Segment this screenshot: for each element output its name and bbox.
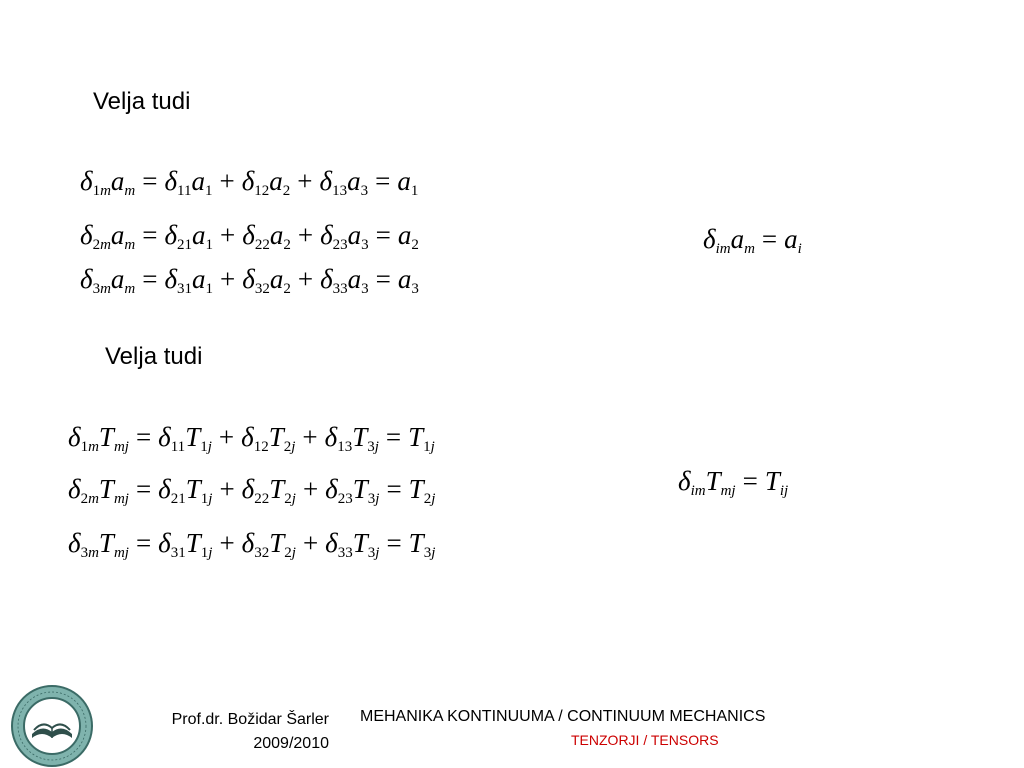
- university-seal-icon: [10, 684, 94, 768]
- course-title: MEHANIKA KONTINUUMA / CONTINUUM MECHANICS: [360, 708, 766, 725]
- equation-delta-t-compact: $\delta_{im}T_{mj} = T_{ij}$: [678, 466, 789, 499]
- equation-delta-a-row-2: $\delta_{2m}a_m = \delta_{21}a_1 + \delta_{22}a_2 + \delta_{23}a_3 = a_2$: [80, 220, 419, 253]
- footer-author-block: [100, 708, 329, 756]
- author-name: Prof.dr. Božidar Šarler: [171, 711, 329, 728]
- lecture-subtitle: TENZORJI / TENSORS: [571, 732, 719, 748]
- equation-delta-a-row-3: $\delta_{3m}a_m = \delta_{31}a_1 + \delta_{32}a_2 + \delta_{33}a_3 = a_3$: [80, 264, 419, 297]
- equation-delta-t-row-1: $\delta_{1m}T_{mj} = \delta_{11}T_{1j} + \delta_{12}T_{2j} + \delta_{13}T_{3j} = T_{1j}$: [68, 422, 435, 455]
- equation-delta-t-row-2: $\delta_{2m}T_{mj} = \delta_{21}T_{1j} + \delta_{22}T_{2j} + \delta_{23}T_{3j} = T_{2j}$: [68, 474, 436, 507]
- academic-year: 2009/2010: [253, 735, 329, 752]
- equation-delta-a-row-1: $\delta_{1m}a_m = \delta_{11}a_1 + \delta_{12}a_2 + \delta_{13}a_3 = a_1$: [80, 166, 419, 199]
- section-heading-2: Velja tudi: [105, 343, 203, 370]
- equation-delta-t-row-3: $\delta_{3m}T_{mj} = \delta_{31}T_{1j} + \delta_{32}T_{2j} + \delta_{33}T_{3j} = T_{3j}$: [68, 528, 436, 561]
- section-heading-1: Velja tudi: [93, 88, 191, 115]
- equation-delta-a-compact: $\delta_{im}a_m = a_i$: [703, 224, 802, 257]
